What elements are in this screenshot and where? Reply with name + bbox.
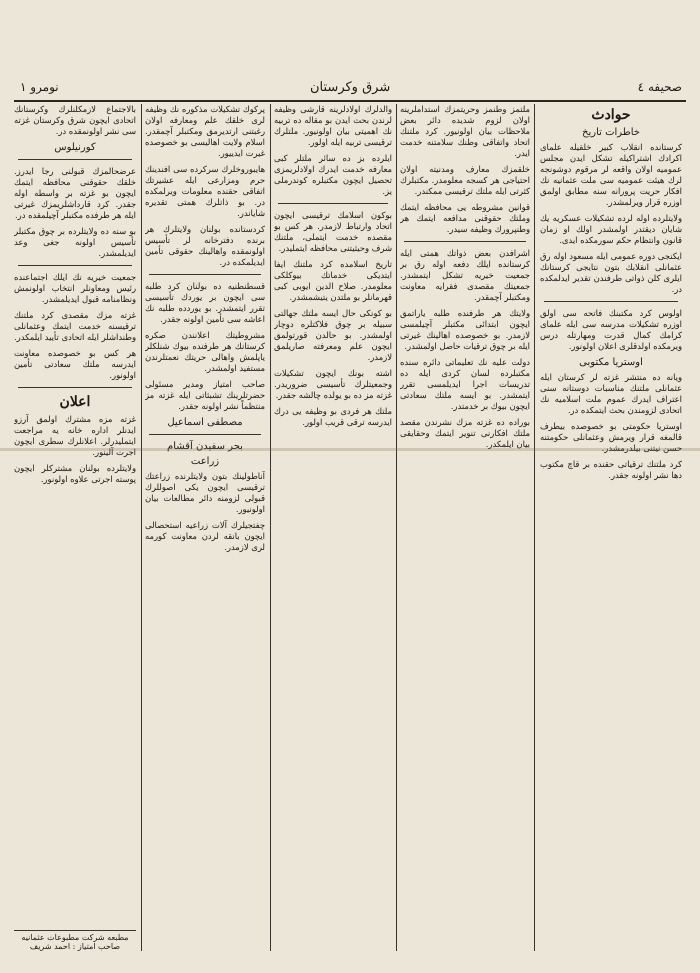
section-subtitle: زراعت [190,456,220,467]
article-paragraph: هايبوروخلرك سركرده سی افندينك حرم ومزارعی ايله عشيرتك اتفاقی حقنده معلومات ويرلمكده در. بو ذاتلرك همتی تقديره شاياندر. [145,164,265,218]
section-divider [149,434,261,435]
article-paragraph: بوراده ده غزته مزك نشرندن مقصد ملتك افكارنی تنوير ايتمك وحقايقی بيان ايلمكدر. [400,417,530,449]
article-paragraph: بالاجتماع لازمكلنلرك وكرستانك اتحادی ايچون شرق وكرستان غزته سی نشر اولونمقده در. [14,104,136,136]
owner-line: صاحب امتياز : احمد شريف [29,942,121,951]
column-2 [400,104,530,953]
article-paragraph: چفتجيلرك آلات زراعيه استحصالی ايچون بانقه لردن معاونت كورمه لری لازمدر. [145,520,265,552]
author-signature: كورنيلوس [54,142,96,153]
section-subtitle: بحر سفيدن آقشام [167,441,243,452]
column-4 [145,104,265,953]
section-title: اعلان [59,394,91,410]
article-paragraph: بو كونكی حال ايسه ملتك جهالتی سبيله بر چوق فلاكتلره دوچار اولمشدر. بو حالدن قورتولمق ايچون علم ومعرفته صاريلمق لازمدر. [274,308,392,362]
page-number: صحيفه ٤ [637,80,682,94]
column-divider [270,104,271,951]
article-paragraph: ولايتلرده بولنان مشتركلر ايچون پوسته اجرتی علاوه اولونور. [14,463,136,484]
article-paragraph: غزته مزه مشترك اولمق آرزو ايدنلر اداره خانه يه مراجعت ايتمليدرلر. اعلانلرك سطری ايچون اجرت آلينور. [14,414,136,457]
article-paragraph: دولت عليه نك تعليماتی دائره سنده مكتبلرده لسان كردی ايله ده تدريسات اجرا ايديلمسی تقرر ايتمشدر. بو ايسه ملتك سعادتی ايچون بيوك بر خدمتدر. [400,357,530,411]
section-divider [149,274,261,275]
section-divider [544,301,678,302]
article-paragraph: كردستانده بولنان ولايتلرك هر برنده دفترخانه لر تأسيس اولونمقده واهالينك حقوقی تأمين ايديلمكده در. [145,224,265,267]
article-paragraph: هر كس بو خصوصده معاونت ايدرسه ملتك سعادتی تأمين اولونور. [14,348,136,380]
column-5 [14,104,136,913]
article-paragraph: اوستريا حكومتی بو خصوصده بيطرف قالمغه قرار ويرمش وعثمانلی حكومتنه حسن نيتنی بيلدرمشدر. [540,421,682,453]
article-paragraph: جمعيت خيريه نك ايلك اجتماعنده رئيس ومعاونلر انتخاب اولونمش ونظامنامه قبول ايديلمشدر. [14,272,136,304]
article-paragraph: ولايتلرده اوله لرده تشكيلات عسكريه يك شايان ديقتدر اولمشدر اولك او زمان قانون وانتظام حكم سورمكده ايدی. [540,213,682,245]
article-paragraph: ايلرده بز ده سائر ملتلر كبی معارفه خدمت ايدرك اولادلريمزی تحصيل ايچون مكتبلره كوندرملی يز. [274,153,392,196]
column-3 [274,104,392,953]
article-paragraph: تاريخ اسلامده كرد ملتنك ايفا ايتديكی خدماتك بيوكلكی معلومدر. صلاح الدين ايوبی كبی قهرمانلر بو ملتدن يتيشمشدر. [274,259,392,302]
article-paragraph: پركوك تشكيلات مذكوره نك وظيفه لری خلقك علم ومعارفه اولان رغبتنی ارتديرمق ومكتبلر آچمقدر. اسلام ولايت اهاليسی بو خصوصده غيرت ايدييور. [145,104,265,158]
article-paragraph: ايكنجی دوره عمومی ايله مسعود اوله رق عثمانلی انقلابك بتون نتايجی كرستانك ايلری كلن ذواتی طرفندن تقدير ايدلمكده در. [540,251,682,294]
author-signature: مصطفی اسماعيل [167,417,243,428]
article-paragraph: ملتمز وطنمز وحريتمزك استداملرينه اولان لزوم شديده دائر بعض ملاحظات بيان اولونيور. كرد ملتنك اتحاد واتفاقی وطنك سلامتنه خدمت ايدر. [400,104,530,158]
article-paragraph: ويانه ده منتشر غزته لر كرستان ايله عثمانلی ملتنك مناسبات دوستانه سنی اعتراف ايدرك عموم ملت اسلاميه نك اتحادی لزومندن بحث ايتمكده در. [540,372,682,415]
article-paragraph: غزته مزك مقصدی كرد ملتنك ترقيسنه خدمت ايتمك وعثمانلی وطنداشلر ايله اتحادی تأييد ايلمكدر. [14,310,136,342]
article-paragraph: صاحب امتياز ومدير مسئولی حضرتلرينك تشبثاتی ايله غزته مز منتظماً نشر اولونه جقدر. [145,379,265,411]
column-divider [534,104,535,951]
header-rule [14,100,686,102]
article-paragraph: كرستانده انقلاب كبير خلقيله علمای اكرادك اشتراكيله تشكل ايدن مجلس عموميه اولان واقعه لر مرقوم دوشونجه لرك هيئت عموميه سی ملت عثمانيه نك افكار حريت پرورانه سنه مطابق اولمق اوزره قرار ويرلمشدر. [540,142,682,207]
article-paragraph: والدلرك اولادلرينه قارشی وظيفه لرندن بحث ايدن بو مقاله ده تربيه نك اهميتی بيان اولونيور. ملتلرك ترقيسی تربيه ايله اولور. [274,104,392,147]
article-paragraph: اشرافدن بعض ذواتك همتی ايله كرستانده ايلك دفعه اوله رق بر جمعيت خيريه تشكل ايتمشدر. جمعيتك مقصدی فقرايه معاونت ومكتبلر آچمقدر. [400,248,530,302]
article-paragraph: خلقمزك معارف ومدنيته اولان احتياجی هر كسجه معلومدر. مكتبلرك كثرتی ايله ملتك ترقيسی ممكندر. [400,164,530,196]
paper-name: شرق وكرستان [310,80,391,95]
printer-line: مطبعه شركت مطبوعات عثمانيه [21,933,129,942]
section-divider [18,387,132,388]
article-paragraph: اولوس كرد مكتبنك فاتحه سی اولق اوزره تشكيلات مدرسه سی ايله علمای كرامك كمال قدرت ومهارتله درس ويرمكده اولدقلری اعلان اولونور. [540,308,682,351]
section-divider [278,203,388,204]
section-subtitle: خاطرات تاريخ [582,127,640,138]
article-paragraph: اشته بونك ايچون تشكيلات وجمعيتلرك تأسيسی ضروريدر. غزته مز ده بو يولده چالشه جقدر. [274,368,392,400]
article-paragraph: آناطولينك بتون ولايتلرنده زراعتك ترقيسی ايچون يكی اصوللرك قبولی لزومنه دائر مطالعات بيان اولونيور. [145,471,265,514]
section-title: حوادث [591,107,631,123]
article-paragraph: بوكون اسلامك ترقيسی ايچون اتحاد وارتباط لازمدر. هر كس بو مقصده خدمت ايتملی، ملتنك شرف وحيثيتنی محافظه ايتمليدر. [274,210,392,253]
issue-number: نومرو ١ [20,80,59,94]
column-1 [540,104,682,953]
column-divider [396,104,397,951]
article-paragraph: بو سنه ده ولايتلرده بر چوق مكتبلر تأسيس اولونه جغی وعد ايديلمشدر. [14,226,136,258]
article-paragraph: كرد ملتنك ترقياتی حقنده بر قاچ مكتوب دها نشر اولونه جقدر. [540,459,682,480]
article-paragraph: قوانين مشروطه يی محافظه ايتمك وملتك حقوقنی مدافعه ايتمك هر وطنپرورك وظيفه سيدر. [400,202,530,234]
article-paragraph: مشروطيتك اعلانندن صكره كرستانك هر طرفنده بيوك شنلكلر ياپلمش واهالی حريتك نعمتلرندن مستفيد اولمشدر. [145,330,265,373]
article-paragraph: ولايتك هر طرفنده طلبه ياراتمق ايچون ابتدائی مكتبلر آچيلمسی لازمدر. بو خصوصده اهالينك غيرتی ايله بر چوق ترقيات حاصل اولمشدر. [400,308,530,351]
page-footer [14,930,136,951]
section-divider [404,241,526,242]
column-divider [141,104,142,951]
section-divider [18,159,132,160]
article-paragraph: عرضحالمزك قبولنی رجا ايدرز. خلقك حقوقنی محافظه ايتمك ايچون بو غزته بر واسطه اوله جقدر. كرد قارداشلريمزك غيرتی ايله هر طرفده مكتبلر آچيلمقده در. [14,166,136,220]
section-subtitle: اوستريا مكتوبی [579,357,643,368]
section-divider [18,265,132,266]
paper-fold [0,448,700,451]
article-paragraph: قسطنطنيه ده بولنان كرد طلبه سی ايچون بر يوردك تأسيسی تقرر ايتمشدر. بو يوردده طلبه نك اعاشه سی تأمين اولونه جقدر. [145,281,265,324]
article-paragraph: ملتك هر فردی بو وظيفه يی درك ايدرسه ترقی قريب اولور. [274,406,392,427]
